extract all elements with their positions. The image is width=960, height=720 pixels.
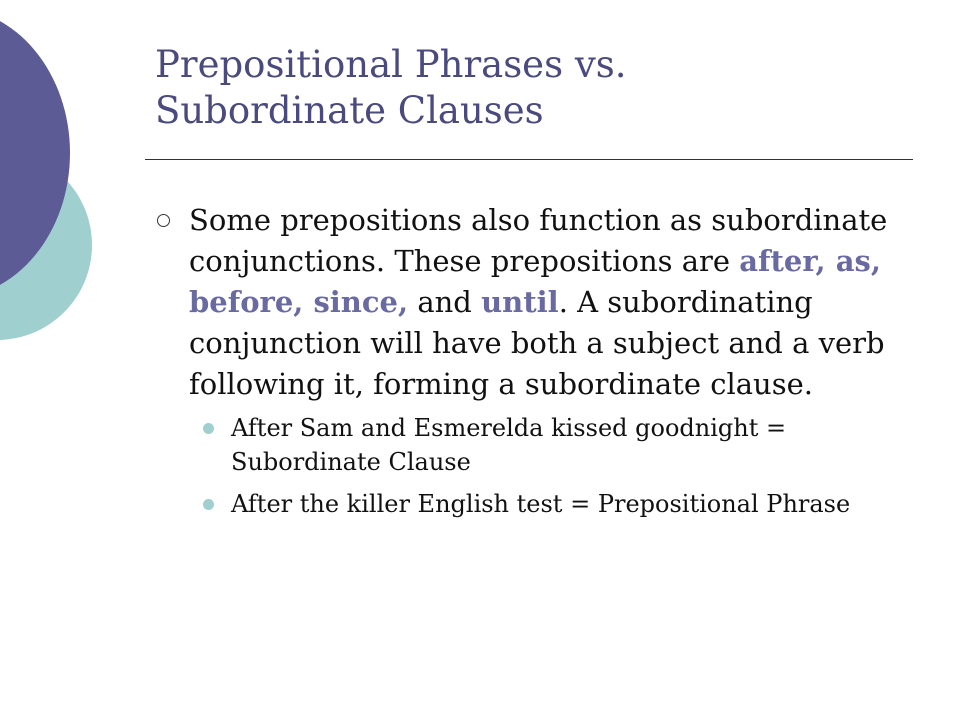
main-bullet-point bbox=[155, 200, 920, 405]
slide-title bbox=[155, 42, 915, 134]
slide-title-line-1: Prepositional Phrases vs. bbox=[155, 43, 627, 86]
highlight-until: until bbox=[481, 285, 559, 319]
example-item bbox=[155, 487, 920, 521]
slide-content bbox=[155, 200, 920, 529]
hollow-circle-bullet-icon bbox=[157, 214, 170, 227]
filled-circle-bullet-icon bbox=[203, 499, 214, 510]
main-text-after: . A subordinating conjunction will have both a subject and a verb following it, forming a subordinate clause. bbox=[189, 285, 885, 401]
title-divider bbox=[145, 159, 913, 160]
example-text: After the killer English test = Prepositional Phrase bbox=[231, 490, 851, 518]
main-text-middle: and bbox=[408, 285, 482, 319]
example-item bbox=[155, 411, 920, 479]
highlight-prepositions: after, as, before, since, bbox=[189, 244, 881, 319]
main-text-before: Some prepositions also function as subordinate conjunctions. These prepositions are bbox=[189, 203, 888, 278]
example-text: After Sam and Esmerelda kissed goodnight = Subordinate Clause bbox=[231, 414, 787, 476]
example-list bbox=[155, 411, 920, 521]
filled-circle-bullet-icon bbox=[203, 423, 214, 434]
slide-title-line-2: Subordinate Clauses bbox=[155, 89, 544, 132]
